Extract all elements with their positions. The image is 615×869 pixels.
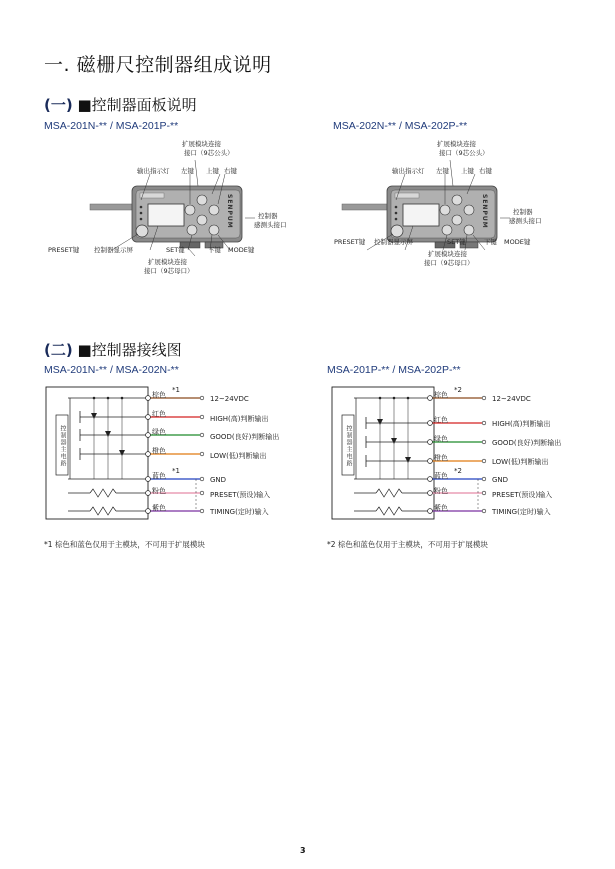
wire-color-label-left-2: 绿色 — [152, 428, 166, 436]
label-down-key-right: 下键 — [484, 238, 497, 246]
junction-dot — [107, 397, 110, 400]
label-left-key-right: 左键 — [436, 167, 449, 175]
note-left: *1 棕色和蓝色仅用于主模块，不可用于扩展模块 — [44, 540, 205, 549]
controller-panel-right — [332, 138, 592, 278]
wire-signal-right-3: LOW(低)判断输出 — [492, 458, 549, 466]
label-sensor-port-left: 控制器 — [258, 212, 278, 220]
label-mode-key-left: MODE键 — [228, 246, 255, 254]
resistor — [90, 507, 116, 515]
label-display-left: 控制器显示屏 — [94, 246, 133, 254]
label-expansion-female-2-right: 接口（9芯母口） — [424, 259, 474, 267]
wire-signal-right-2: GOOD(良好)判断输出 — [492, 439, 562, 447]
wire-mark-left-4: *1 — [172, 467, 180, 475]
label-expansion-male-left: 扩展模块连接 — [182, 140, 221, 148]
end-terminal-3 — [482, 459, 486, 463]
section2-title: ■控制器接线图 — [77, 341, 182, 359]
label-right-key-right: 右键 — [479, 167, 492, 175]
wire-color-label-right-4: 蓝色 — [434, 472, 448, 480]
wire-signal-right-4: GND — [492, 476, 509, 484]
wire-signal-left-5: PRESET(预设)输入 — [210, 491, 271, 499]
wire-color-label-left-4: 蓝色 — [152, 472, 166, 480]
end-terminal-2 — [200, 433, 204, 437]
label-expansion-male-2-right: 接口（9芯公头） — [439, 149, 489, 157]
label-preset-key-right: PRESET键 — [334, 238, 366, 246]
wire-color-label-left-1: 红色 — [152, 410, 166, 418]
page-number: 3 — [300, 846, 306, 855]
end-terminal-6 — [482, 509, 486, 513]
diode-symbol — [91, 413, 97, 419]
end-terminal-6 — [200, 509, 204, 513]
label-sensor-port-2-left: 感测头接口 — [254, 221, 287, 229]
junction-dot — [393, 397, 396, 400]
end-terminal-0 — [200, 396, 204, 400]
label-sensor-port-right: 控制器 — [513, 208, 533, 216]
terminal-5 — [428, 491, 433, 496]
wire-signal-right-5: PRESET(预设)输入 — [492, 491, 553, 499]
junction-dot — [407, 397, 410, 400]
wire-signal-left-0: 12~24VDC — [210, 395, 249, 403]
wire-signal-left-1: HIGH(高)判断输出 — [210, 415, 269, 423]
wire-mark-right-0: *2 — [454, 386, 462, 394]
junction-dot — [93, 397, 96, 400]
label-expansion-male-2-left: 接口（9芯公头） — [184, 149, 234, 157]
diode-symbol — [391, 438, 397, 444]
label-set-key-right: SET键 — [447, 238, 466, 246]
section2-prefix: (二) — [44, 341, 73, 359]
wiring-diagram-left — [40, 385, 305, 525]
wire-signal-right-0: 12~24VDC — [492, 395, 531, 403]
label-expansion-male-right: 扩展模块连接 — [437, 140, 476, 148]
end-terminal-4 — [482, 477, 486, 481]
label-sensor-port-2-right: 感测头接口 — [509, 217, 542, 225]
terminal-1 — [146, 415, 151, 420]
section2-right-model: MSA-201P-** / MSA-202P-** — [327, 364, 461, 376]
label-right-key-left: 右键 — [224, 167, 237, 175]
label-expansion-female-left: 扩展模块连接 — [148, 258, 187, 266]
wire-mark-right-4: *2 — [454, 467, 462, 475]
terminal-3 — [146, 452, 151, 457]
end-terminal-2 — [482, 440, 486, 444]
wire-color-label-right-6: 紫色 — [434, 504, 448, 512]
diode-symbol — [119, 450, 125, 456]
terminal-3 — [428, 459, 433, 464]
end-terminal-5 — [482, 491, 486, 495]
end-terminal-4 — [200, 477, 204, 481]
end-terminal-3 — [200, 452, 204, 456]
terminal-2 — [428, 440, 433, 445]
label-set-key-left: SET键 — [166, 246, 185, 254]
section1-left-model: MSA-201N-** / MSA-201P-** — [44, 120, 179, 132]
label-expansion-female-right: 扩展模块连接 — [428, 250, 467, 258]
brand-label-right: SENPUM — [481, 194, 488, 229]
main-circuit-label-right: 控制器主电路 — [345, 425, 352, 467]
wire-color-label-right-3: 橙色 — [434, 454, 448, 462]
terminal-4 — [146, 477, 151, 482]
terminal-5 — [146, 491, 151, 496]
resistor — [376, 507, 402, 515]
junction-dot — [379, 397, 382, 400]
wire-color-label-right-0: 棕色 — [434, 391, 448, 399]
wire-color-label-right-2: 绿色 — [434, 435, 448, 443]
wire-color-label-right-1: 红色 — [434, 416, 448, 424]
terminal-1 — [428, 421, 433, 426]
label-output-led-right: 输出指示灯 — [392, 167, 425, 175]
wiring-diagram-right — [326, 385, 591, 525]
section1-heading — [44, 94, 197, 115]
diode-symbol — [105, 431, 111, 437]
wire-signal-right-1: HIGH(高)判断输出 — [492, 420, 551, 428]
page-title: 一. 磁栅尺控制器组成说明 — [44, 54, 272, 76]
terminal-0 — [428, 396, 433, 401]
wire-signal-left-2: GOOD(良好)判断输出 — [210, 433, 280, 441]
label-display-right: 控制器显示屏 — [374, 238, 413, 246]
terminal-6 — [428, 509, 433, 514]
label-mode-key-right: MODE键 — [504, 238, 531, 246]
section1-title: ■控制器面板说明 — [77, 96, 197, 114]
wire-color-label-left-6: 紫色 — [152, 504, 166, 512]
wire-mark-left-0: *1 — [172, 386, 180, 394]
controller-panel-left — [40, 138, 300, 278]
end-terminal-1 — [200, 415, 204, 419]
diode-symbol — [405, 457, 411, 463]
section2-left-model: MSA-201N-** / MSA-202N-** — [44, 364, 179, 376]
label-down-key-left: 下键 — [208, 246, 221, 254]
resistor — [90, 489, 116, 497]
controller-panel-left-drawing — [40, 138, 300, 278]
brand-label-left: SENPUM — [226, 194, 233, 229]
section1-right-model: MSA-202N-** / MSA-202P-** — [333, 120, 468, 132]
wire-signal-left-3: LOW(低)判断输出 — [210, 452, 267, 460]
wire-signal-left-4: GND — [210, 476, 227, 484]
label-up-key-left: 上键 — [206, 167, 219, 175]
wire-signal-right-6: TIMING(定时)输入 — [492, 508, 551, 516]
wire-color-label-left-5: 粉色 — [152, 487, 166, 495]
wiring-diagram-right-drawing — [326, 385, 591, 525]
terminal-0 — [146, 396, 151, 401]
terminal-6 — [146, 509, 151, 514]
wire-color-label-right-5: 粉色 — [434, 487, 448, 495]
section2-heading — [44, 339, 182, 360]
main-circuit-label-left: 控制器主电路 — [59, 425, 66, 467]
diode-symbol — [377, 419, 383, 425]
note-right: *2 棕色和蓝色仅用于主模块，不可用于扩展模块 — [327, 540, 488, 549]
label-up-key-right: 上键 — [461, 167, 474, 175]
wire-signal-left-6: TIMING(定时)输入 — [210, 508, 269, 516]
label-left-key-left: 左键 — [181, 167, 194, 175]
end-terminal-1 — [482, 421, 486, 425]
resistor — [376, 489, 402, 497]
wire-color-label-left-3: 橙色 — [152, 447, 166, 455]
end-terminal-5 — [200, 491, 204, 495]
junction-dot — [121, 397, 124, 400]
terminal-4 — [428, 477, 433, 482]
section1-prefix: (一) — [44, 96, 73, 114]
label-expansion-female-2-left: 接口（9芯母口） — [144, 267, 194, 275]
terminal-2 — [146, 433, 151, 438]
wire-color-label-left-0: 棕色 — [152, 391, 166, 399]
label-preset-key-left: PRESET键 — [48, 246, 80, 254]
label-output-led-left: 输出指示灯 — [137, 167, 170, 175]
end-terminal-0 — [482, 396, 486, 400]
